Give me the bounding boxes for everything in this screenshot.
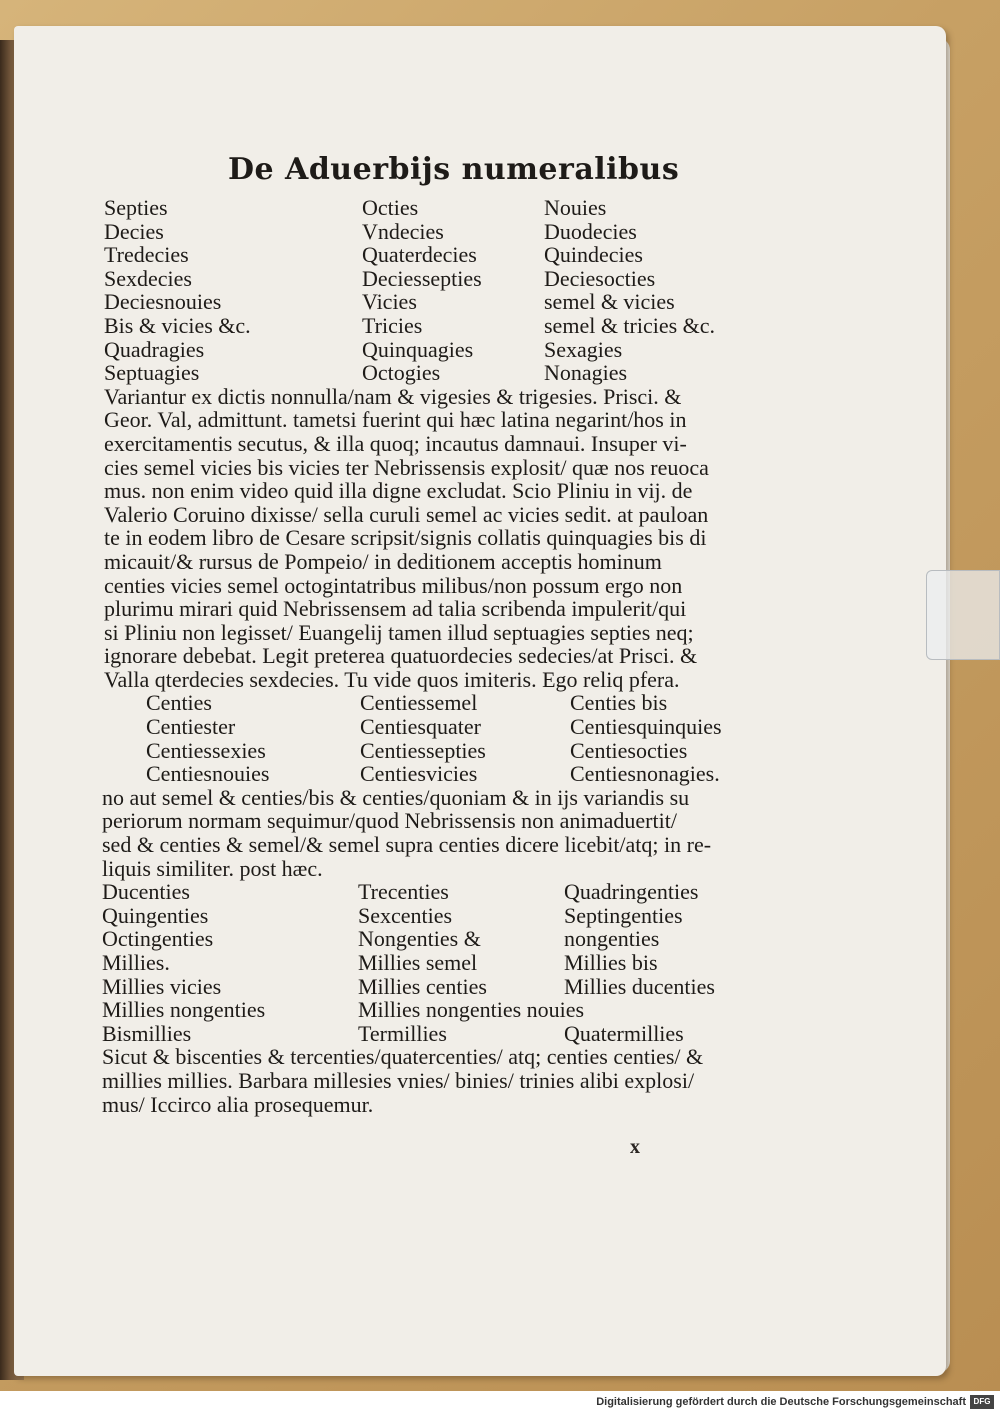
numeral-word: semel & vicies (544, 289, 675, 315)
numeral-word: Millies. (102, 950, 170, 975)
prose-paragraph-2 (96, 786, 786, 880)
numeral-word: Duodecies (544, 218, 637, 244)
numeral-word: Trecenties (358, 879, 449, 905)
text-line: sed & centies & semel/& semel supra centies dicere licebit/atq; in re- (102, 832, 712, 858)
numeral-word: Centiesvicies (360, 761, 478, 787)
text-line: plurimu mirari quid Nebrissensem ad talia scribenda impulerit/qui (104, 596, 687, 622)
numeral-word: Quadringenties (564, 879, 699, 905)
numeral-list-1 (96, 196, 786, 385)
numeral-word: Quaterdecies (362, 242, 477, 268)
numeral-word: Centiesocties (570, 737, 688, 763)
numeral-word: Centiester (146, 714, 236, 740)
numeral-word: Millies centies (358, 973, 487, 999)
page-text (96, 150, 786, 1116)
prose-paragraph-1 (96, 385, 786, 692)
numeral-word: Octogies (362, 360, 441, 386)
numeral-word: Bismillies (102, 1020, 192, 1046)
text-line: no aut semel & centies/bis & centies/quoniam & in ijs variandis su (102, 784, 690, 810)
numeral-word: Millies nongenties nouies (358, 997, 585, 1023)
clear-page-tab (926, 570, 1000, 660)
numeral-word: Centiessepties (360, 737, 486, 763)
numeral-word: Deciessepties (362, 265, 482, 291)
numeral-word: Septies (104, 195, 168, 220)
text-line: mus/ Iccirco alia prosequemur. (102, 1091, 374, 1117)
numeral-word: Vndecies (362, 218, 444, 244)
text-line: ignorare debebat. Legit preterea quatuordecies sedecies/at Prisci. & (104, 643, 698, 669)
numeral-word: Octies (362, 195, 419, 220)
numeral-word: Sexdecies (104, 265, 192, 291)
numeral-word: Nonagies (544, 360, 628, 386)
numeral-word (564, 998, 784, 1022)
numeral-word: Centiessexies (146, 737, 266, 763)
numeral-word: Vicies (362, 289, 417, 315)
numeral-word: Millies semel (358, 950, 478, 975)
numeral-word: Millies nongenties (102, 997, 266, 1023)
numeral-word: Nongenties & (358, 926, 481, 952)
numeral-word: Septingenties (564, 902, 683, 928)
numeral-word: Quindecies (544, 242, 643, 268)
numeral-word: Septuagies (104, 360, 200, 386)
numeral-word: Bis & vicies &c. (104, 312, 251, 338)
numeral-word: Sexcenties (358, 902, 453, 928)
dfg-logo: DFG (970, 1395, 994, 1409)
text-line: micauit/& rursus de Pompeio/ in deditionem acceptis hominum (104, 548, 662, 574)
numeral-word: Quinquagies (362, 336, 474, 362)
numeral-word: semel & tricies &c. (544, 312, 716, 338)
text-line: Variantur ex dictis nonnulla/nam & vigesies & trigesies. Prisci. & (104, 383, 682, 409)
numeral-word: Quingenties (102, 902, 209, 928)
text-line: millies millies. Barbara millesies vnies/ binies/ trinies alibi explosi/ (102, 1067, 695, 1093)
signature-mark: x (630, 1136, 640, 1158)
text-line: periorum normam sequimur/quod Nebrissensis non animaduertit/ (102, 808, 677, 834)
numeral-word: Centiessemel (360, 690, 478, 716)
footer-text: Digitalisierung gefördert durch die Deutsche Forschungsgemeinschaft (596, 1396, 966, 1408)
numeral-word: Tredecies (104, 242, 189, 268)
text-line: centies vicies semel octogintatribus milibus/non possum ergo non (104, 572, 683, 598)
numeral-word: Quatermillies (564, 1020, 684, 1046)
prose-paragraph-3 (96, 1045, 786, 1116)
numeral-word: Millies ducenties (564, 973, 715, 999)
text-line: Valerio Coruino dixisse/ sella curuli semel ac vicies sedit. at pauloan (104, 501, 709, 527)
numeral-word: Centies (146, 690, 212, 716)
numeral-word: Sexagies (544, 336, 623, 362)
numeral-word: Centiesquater (360, 714, 481, 740)
numeral-word: Quadragies (104, 336, 205, 362)
numeral-word: Centiesnouies (146, 761, 270, 787)
numeral-list-millies (96, 880, 786, 1045)
numeral-list-centies (96, 691, 786, 785)
text-line: cies semel vicies bis vicies ter Nebrissensis explosit/ quæ nos reuoca (104, 454, 709, 480)
numeral-word: Termillies (358, 1020, 447, 1046)
numeral-word: Millies bis (564, 950, 658, 975)
text-line: Sicut & biscenties & tercenties/quatercenties/ atq; centies centies/ & (102, 1044, 704, 1070)
numeral-word: Centiesquinquies (570, 714, 722, 740)
text-line: mus. non enim video quid illa digne excludat. Scio Pliniu in vij. de (104, 478, 693, 504)
numeral-word: Centies bis (570, 690, 668, 716)
text-line: exercitamentis secutus, & illa quoq; incautus damnaui. Insuper vi- (104, 430, 687, 456)
numeral-word: Millies vicies (102, 973, 222, 999)
numeral-word: Octingenties (102, 926, 214, 952)
numeral-word: Decies (104, 218, 164, 244)
text-line: Geor. Val, admittunt. tametsi fuerint qui hæc latina negarint/hos in (104, 407, 687, 433)
text-line: Valla qterdecies sexdecies. Tu vide quos imiteris. Ego reliq pfera. (104, 666, 680, 692)
numeral-word: Ducenties (102, 879, 190, 905)
numeral-word: Deciesocties (544, 265, 656, 291)
text-line: te in eodem libro de Cesare scripsit/signis collatis quinquagies bis di (104, 525, 707, 551)
numeral-word: Deciesnouies (104, 289, 222, 315)
numeral-word: Nouies (544, 195, 607, 220)
numeral-word: Centiesnonagies. (570, 761, 720, 787)
numeral-word: Tricies (362, 312, 423, 338)
text-line: liquis similiter. post hæc. (102, 855, 323, 881)
text-line: si Pliniu non legisset/ Euangelij tamen illud septuagies septies neq; (104, 619, 694, 645)
digitization-footer (0, 1391, 1000, 1413)
numeral-word: nongenties (564, 926, 660, 952)
page-title: De Aduerbijs numeralibus (228, 152, 680, 187)
